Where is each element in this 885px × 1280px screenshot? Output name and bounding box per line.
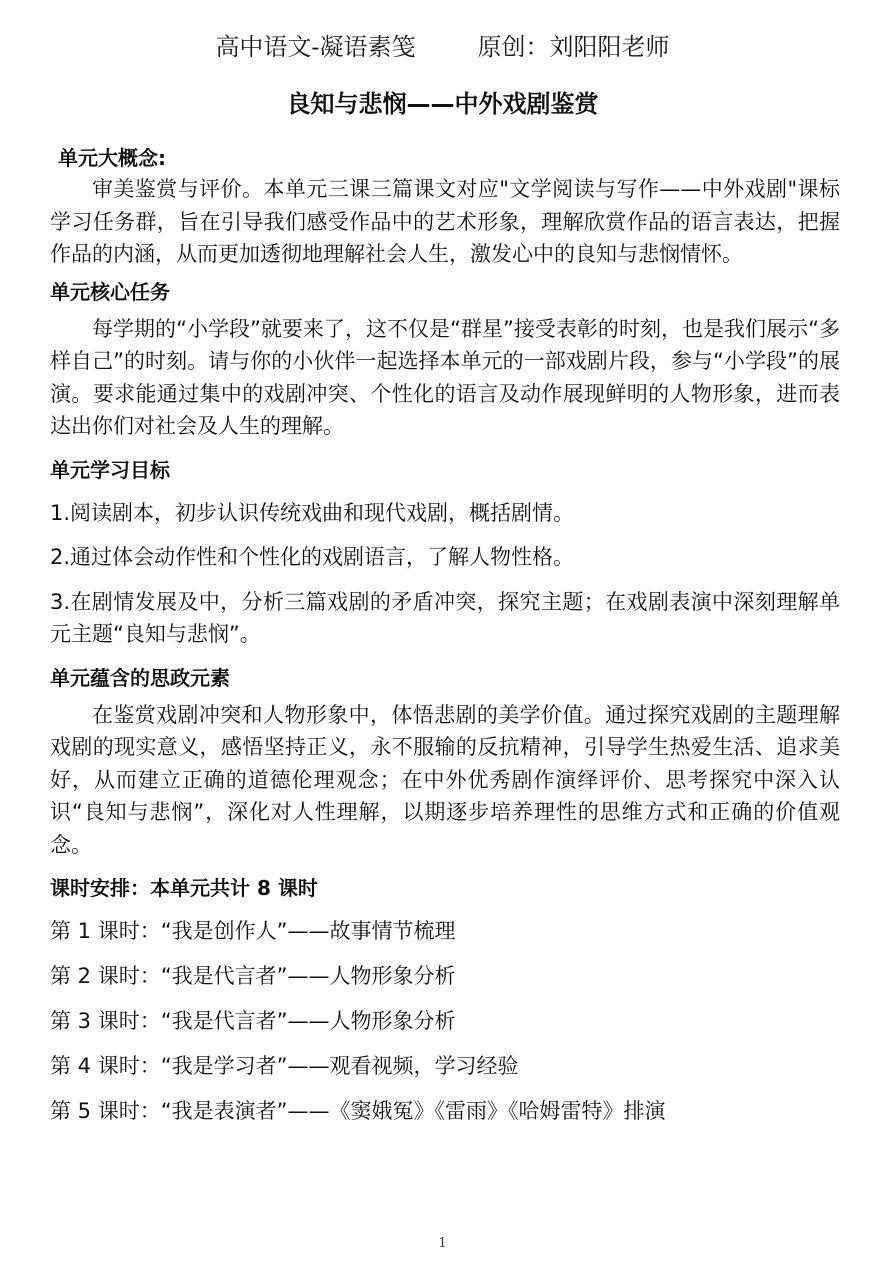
section-ideology <box>50 663 840 862</box>
goal-item: 3.在剧情发展及中，分析三篇戏剧的矛盾冲突，探究主题；在戏剧表演中深刻理解单元主题“良知与悲悯”。 <box>50 589 840 646</box>
schedule-item: 第 2 课时：“我是代言者”——人物形象分析 <box>50 964 456 988</box>
schedule-item: 第 3 课时：“我是代言者”——人物形象分析 <box>50 1009 456 1033</box>
schedule-item: 第 1 课时：“我是创作人”——故事情节梳理 <box>50 919 456 943</box>
section-heading-ideology: 单元蕴含的思政元素 <box>50 665 230 690</box>
section-concept <box>50 143 840 271</box>
section-core-task <box>50 277 840 443</box>
page-header <box>0 30 885 64</box>
section-heading-concept: 单元大概念: <box>58 146 166 170</box>
section-goals <box>50 455 840 651</box>
goal-item: 1.阅读剧本，初步认识传统戏曲和现代戏剧，概括剧情。 <box>50 500 575 525</box>
ideology-paragraph: 在鉴赏戏剧冲突和人物形象中，体悟悲剧的美学价值。通过探究戏剧的主题理解戏剧的现实意义，感悟坚持正义，永不服输的反抗精神，引导学生热爱生活、追求美好，从而建立正确的道德伦理观念；在中外优秀剧作演绎评价、思考探究中深入认识“良知与悲悯”，深化对人性理解，以期逐步培养理性的思维方式和正确的价值观念。 <box>50 702 840 857</box>
schedule-item: 第 4 课时：“我是学习者”——观看视频，学习经验 <box>50 1054 519 1078</box>
core-task-paragraph: 每学期的“小学段”就要来了，这不仅是“群星”接受表彰的时刻，也是我们展示“多样自己”的时刻。请与你的小伙伴一起选择本单元的一部戏剧片段，参与“小学段”的展演。要求能通过集中的戏剧冲突、个性化的语言及动作展现鲜明的人物形象，进而表达出你们对社会及人生的理解。 <box>50 316 840 438</box>
schedule-item: 第 5 课时：“我是表演者”——《窦娥冤》《雷雨》《哈姆雷特》排演 <box>50 1099 666 1123</box>
section-schedule <box>50 873 840 1127</box>
section-heading-core-task: 单元核心任务 <box>50 279 170 304</box>
section-heading-goals: 单元学习目标 <box>50 457 170 482</box>
goal-item: 2.通过体会动作性和个性化的戏剧语言，了解人物性格。 <box>50 545 575 569</box>
header-course: 高中语文-凝语素笺 <box>215 33 416 61</box>
document-title: 良知与悲悯——中外戏剧鉴赏 <box>286 90 599 118</box>
header-author: 原创：刘阳阳老师 <box>477 33 670 61</box>
concept-paragraph: 审美鉴赏与评价。本单元三课三篇课文对应"文学阅读与写作——中外戏剧"课标学习任务群，旨在引导我们感受作品中的艺术形象，理解欣赏作品的语言表达，把握作品的内涵，从而更加透彻地理解社会人生，激发心中的良知与悲悯情怀。 <box>50 177 840 266</box>
page-number: 1 <box>438 1236 447 1251</box>
section-heading-schedule: 课时安排：本单元共计 8 课时 <box>50 876 318 900</box>
document-body <box>50 143 840 1140</box>
